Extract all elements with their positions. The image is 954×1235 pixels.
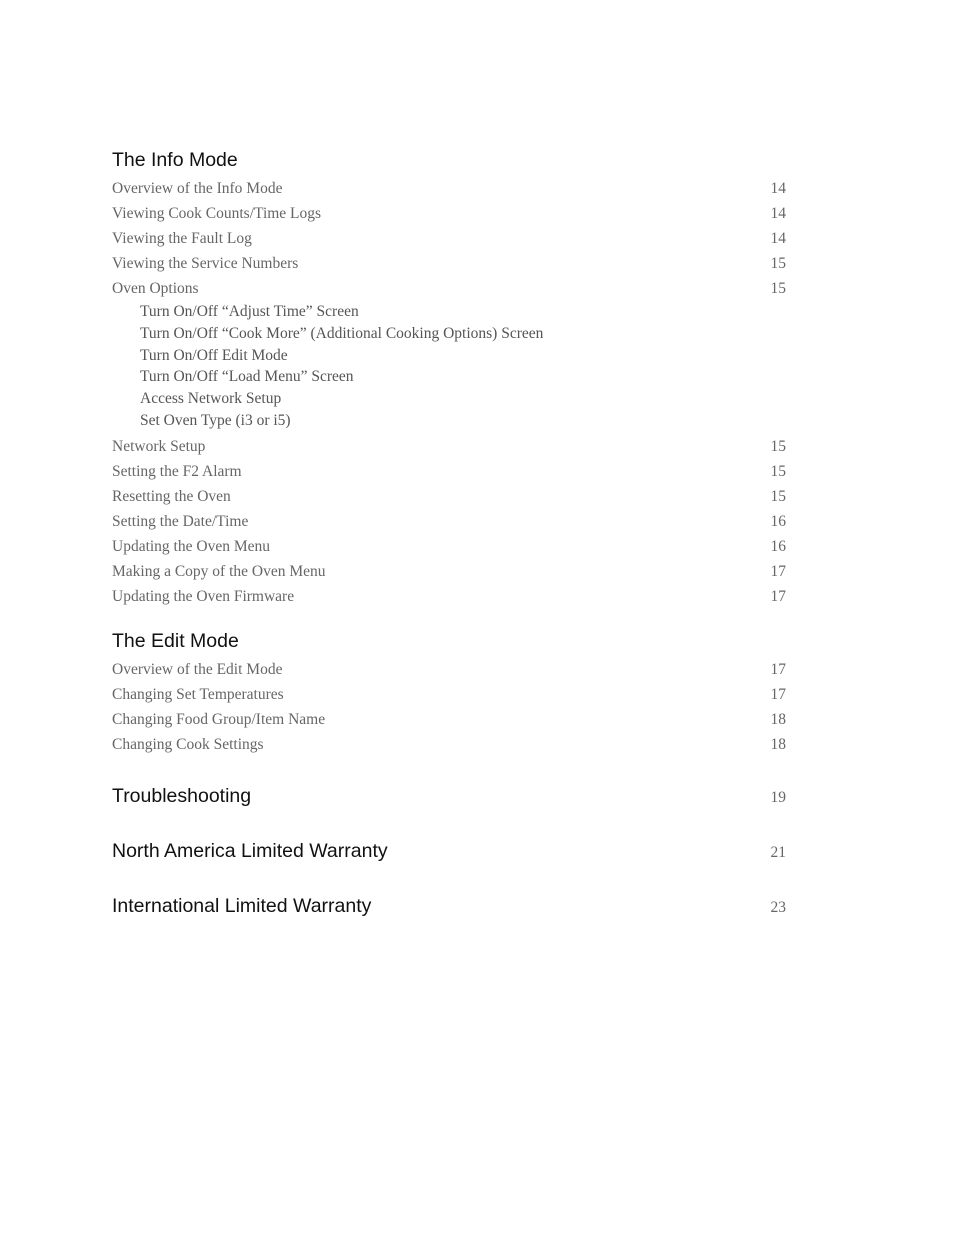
- toc-entry-label: Overview of the Info Mode: [112, 180, 283, 197]
- toc-entry-page: 14: [770, 180, 786, 197]
- toc-entry-page: 15: [770, 462, 786, 480]
- section-title: North America Limited Warranty: [112, 839, 388, 862]
- toc-entry[interactable]: [112, 459, 786, 484]
- toc-entry[interactable]: [112, 682, 786, 707]
- section-title: The Info Mode: [112, 149, 238, 171]
- toc-entry[interactable]: [112, 584, 786, 609]
- toc-entry-label: Viewing Cook Counts/Time Logs: [112, 205, 322, 222]
- toc-entry-page: 16: [770, 537, 786, 555]
- toc-entry-label: Oven Options: [112, 280, 199, 297]
- toc-entry[interactable]: [112, 276, 786, 301]
- section-title: The Edit Mode: [112, 629, 239, 652]
- toc-entry-page: 18: [770, 710, 786, 728]
- toc-entry-label: Updating the Oven Menu: [112, 537, 270, 555]
- table-of-contents: [112, 144, 786, 922]
- toc-subentry[interactable]: Access Network Setup: [140, 390, 282, 408]
- section-heading-international-warranty[interactable]: [112, 890, 786, 922]
- toc-entry[interactable]: [112, 559, 786, 584]
- section-page: 21: [770, 843, 786, 861]
- toc-subentry[interactable]: Turn On/Off Edit Mode: [140, 346, 288, 364]
- section-heading-north-america-warranty[interactable]: [112, 835, 786, 867]
- toc-subentry[interactable]: Turn On/Off “Cook More” (Additional Cooking Options) Screen: [140, 324, 544, 342]
- toc-entry[interactable]: [112, 434, 786, 459]
- section-heading-edit-mode[interactable]: [112, 625, 786, 657]
- toc-entry-label: Viewing the Fault Log: [112, 230, 252, 247]
- toc-entry[interactable]: [112, 201, 786, 226]
- section-title: International Limited Warranty: [112, 894, 372, 917]
- toc-entry[interactable]: [112, 176, 786, 201]
- section-page: 19: [770, 788, 786, 806]
- oven-options-subentries: [112, 301, 786, 432]
- toc-subentry[interactable]: Turn On/Off “Load Menu” Screen: [140, 368, 354, 386]
- toc-entry-page: 15: [770, 255, 786, 272]
- toc-entry-page: 17: [770, 685, 786, 703]
- toc-entry[interactable]: [112, 509, 786, 534]
- toc-entry-page: 14: [770, 205, 786, 222]
- toc-entry[interactable]: [112, 707, 786, 732]
- toc-entry-label: Network Setup: [112, 437, 206, 455]
- toc-entry-label: Making a Copy of the Oven Menu: [112, 562, 326, 580]
- toc-entry[interactable]: [112, 484, 786, 509]
- toc-entry[interactable]: [112, 534, 786, 559]
- section-title: Troubleshooting: [112, 784, 252, 807]
- toc-entry[interactable]: [112, 732, 786, 757]
- toc-entry[interactable]: [112, 251, 786, 276]
- toc-entry[interactable]: [112, 226, 786, 251]
- toc-entry-label: Changing Cook Settings: [112, 735, 264, 753]
- toc-subentry[interactable]: Set Oven Type (i3 or i5): [140, 411, 291, 429]
- toc-entry-page: 15: [770, 280, 786, 297]
- toc-entry-label: Changing Set Temperatures: [112, 685, 284, 703]
- section-heading-info-mode[interactable]: [112, 144, 786, 176]
- toc-entry-page: 16: [770, 512, 786, 530]
- toc-entry-page: 15: [770, 437, 786, 455]
- toc-entry-label: Resetting the Oven: [112, 487, 231, 505]
- toc-entry-label: Viewing the Service Numbers: [112, 255, 299, 272]
- section-page: 23: [770, 898, 786, 916]
- toc-entry-label: Setting the F2 Alarm: [112, 462, 242, 480]
- toc-entry-label: Setting the Date/Time: [112, 512, 249, 530]
- toc-entry[interactable]: [112, 657, 786, 682]
- toc-entry-page: 17: [770, 660, 786, 678]
- toc-entry-page: 17: [770, 587, 786, 605]
- toc-entry-page: 18: [770, 735, 786, 753]
- toc-entry-label: Updating the Oven Firmware: [112, 587, 295, 605]
- section-heading-troubleshooting[interactable]: [112, 780, 786, 812]
- toc-entry-label: Overview of the Edit Mode: [112, 660, 283, 678]
- toc-entry-label: Changing Food Group/Item Name: [112, 710, 326, 728]
- toc-entry-page: 14: [770, 230, 786, 247]
- toc-entry-page: 15: [770, 487, 786, 505]
- toc-subentry[interactable]: Turn On/Off “Adjust Time” Screen: [140, 303, 359, 320]
- toc-entry-page: 17: [770, 562, 786, 580]
